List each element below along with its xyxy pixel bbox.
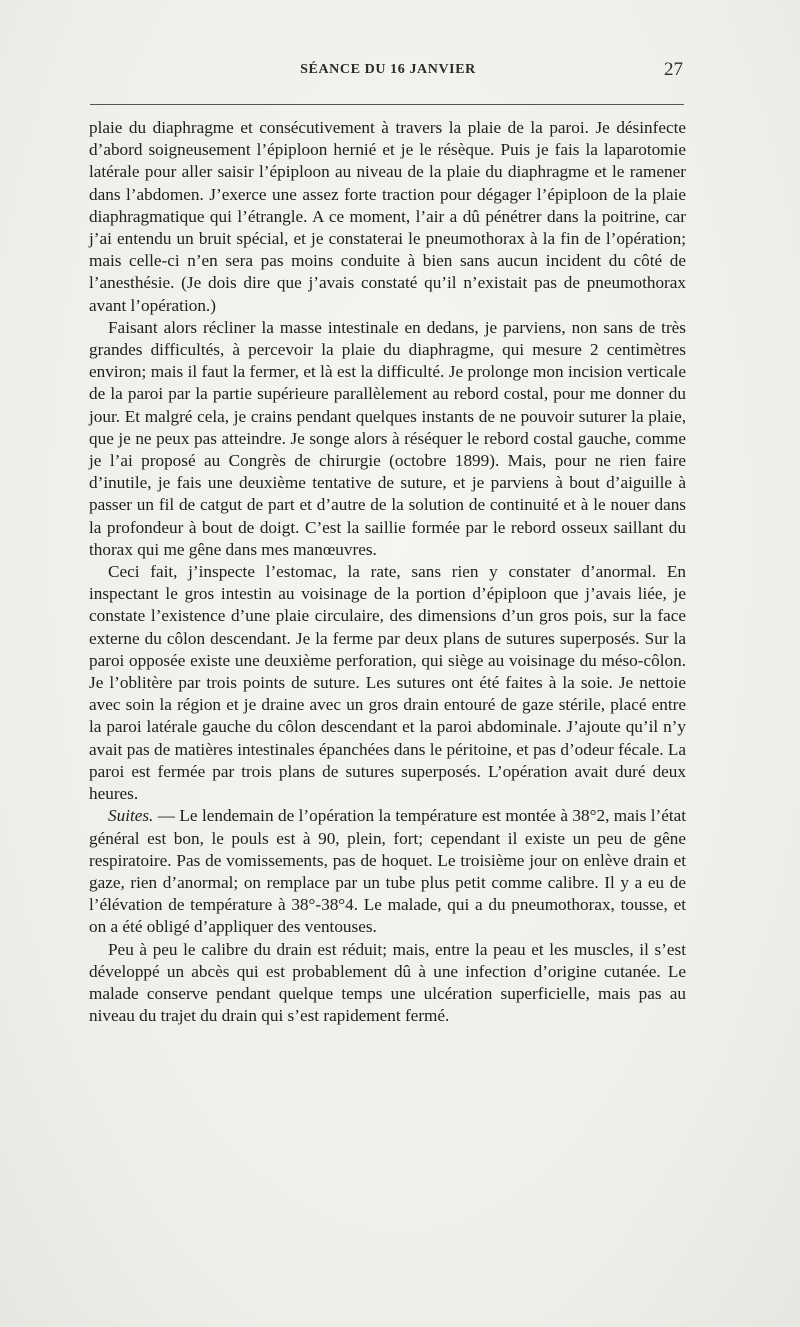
paragraph-3: Ceci fait, j’inspecte l’estomac, la rate, sans rien y constater d’anormal. En inspectant le gros intestin au voisinage de la portion d’épiploon que j’avais liée, je constate l’existence d’une plaie circulaire, des dimensions d’un gros pois, sur la face externe du côlon descendant. Je la ferme par deux plans de sutures superposés. Sur la paroi opposée existe une deuxième perforation, qui siège au voisinage du méso-côlon. Je l’oblitère par trois points de suture. Les sutures ont été faites à la soie. Je nettoie avec soin la région et je draine avec un gros drain entouré de gaze stérile, placé entre la paroi latérale gauche du côlon descendant et la paroi abdominale. J’ajoute qu’il n’y avait pas de matières intestinales épanchées dans le péritoine, et pas d’odeur fécale. La paroi est fermée par trois plans de sutures superposés. L’opération avait duré deux heures. [89, 562, 686, 804]
paragraph-4-lead: Suites. [108, 806, 154, 826]
page-number: 27 [664, 59, 683, 80]
body-text [89, 117, 686, 1027]
paragraph-2: Faisant alors récliner la masse intestinale en dedans, je parviens, non sans de très grandes difficultés, à percevoir la plaie du diaphragme, qui mesure 2 centimètres environ; mais il faut la fermer, et là est la difficulté. Je prolonge mon incision verticale de la paroi par la partie supérieure parallèlement au rebord costal, pour me donner du jour. Et malgré cela, je crains pendant quelques instants de ne pouvoir suturer la plaie, que je ne peux pas atteindre. Je songe alors à réséquer le rebord costal gauche, comme je l’ai proposé au Congrès de chirurgie (octobre 1899). Mais, pour ne rien faire d’inutile, je fais une deuxième tentative de suture, et je parviens à bout d’aiguille à passer un fil de catgut de part et d’autre de la solution de continuité et à le nouer dans la profondeur à bout de doigt. C’est la saillie formée par le rebord osseux saillant du thorax qui me gêne dans mes manœuvres. [89, 317, 686, 559]
paragraph-5: Peu à peu le calibre du drain est réduit; mais, entre la peau et les muscles, il s’est développé un abcès qui est probablement dû à une infection d’origine cutanée. Le malade conserve pendant quelque temps une ulcération superficielle, mais pas au niveau du trajet du drain qui s’est rapidement fermé. [89, 939, 686, 1026]
header-rule [90, 104, 684, 105]
paragraph-1: plaie du diaphragme et consécutivement à travers la plaie de la paroi. Je désinfecte d’abord soigneusement l’épiploon hernié et je le résèque. Puis je fais la laparotomie latérale pour aller saisir l’épiploon au niveau de la plaie du diaphragme et le ramener dans l’abdomen. J’exerce une assez forte traction pour dégager l’épiploon de la plaie diaphragmatique qui l’étrangle. A ce moment, l’air a dû pénétrer dans la poitrine, car j’ai entendu un bruit spécial, et je constaterai le pneumothorax à la fin de l’opération; mais celle-ci n’en sera pas moins conduite à bien sans aucun incident du côté de l’anesthésie. (Je dois dire que j’avais constaté qu’il n’existait pas de pneumothorax avant l’opération.) [89, 118, 686, 315]
paragraph-4-text: — Le lendemain de l’opération la température est montée à 38°2, mais l’état général est bon, le pouls est à 90, plein, fort; cependant il existe un peu de gêne respiratoire. Pas de vomissements, pas de hoquet. Le troisième jour on enlève drain et gaze, rien d’anormal; on remplace par un tube plus petit comme calibre. Il y a eu de l’élévation de température à 38°-38°4. Le malade, qui a du pneumothorax, tousse, et on a été obligé d’appliquer des ventouses. [89, 806, 686, 937]
running-head [90, 59, 686, 86]
paragraph-4 [89, 805, 686, 938]
running-title: SÉANCE DU 16 JANVIER [300, 62, 476, 77]
